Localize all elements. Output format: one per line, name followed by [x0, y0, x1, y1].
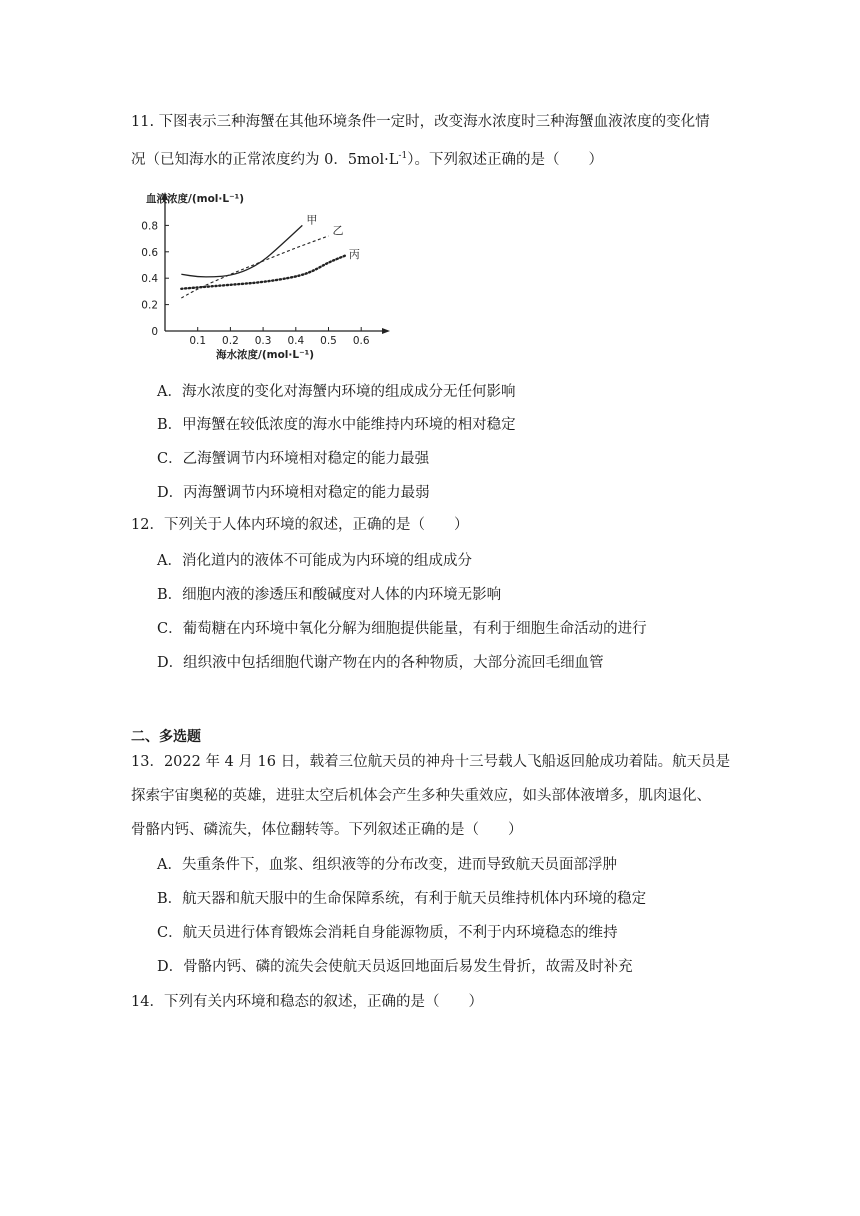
q13-option-d: D．骨骼内钙、磷的流失会使航天员返回地面后易发生骨折，故需及时补充 [157, 959, 633, 975]
q13-option-c: C．航天员进行体育锻炼会消耗自身能源物质，不利于内环境稳态的维持 [157, 925, 618, 941]
q13-stem-line3: 骨骼内钙、磷流失，体位翻转等。下列叙述正确的是（ ） [131, 822, 523, 838]
q13-option-b: B．航天器和航天服中的生命保障系统，有利于航天员维持机体内环境的稳定 [157, 891, 647, 907]
q14-stem: 14．下列有关内环境和稳态的叙述，正确的是（ ） [131, 994, 483, 1010]
q12-option-c: C．葡萄糖在内环境中氧化分解为细胞提供能量，有利于细胞生命活动的进行 [157, 621, 647, 637]
q13-stem-line2: 探索宇宙奥秘的英雄，进驻太空后机体会产生多种失重效应，如头部体液增多，肌肉退化、 [131, 788, 711, 804]
x-tick-label: 0.5 [320, 335, 337, 347]
section-heading-multiple-choice: 二、多选题 [131, 729, 201, 745]
q11-stem-line1: 11. 下图表示三种海蟹在其他环境条件一定时，改变海水浓度时三种海蟹血液浓度的变化情 [131, 114, 710, 130]
q11-option-d: D．丙海蟹调节内环境相对稳定的能力最弱 [157, 485, 430, 501]
q11-unit-superscript: -1 [398, 151, 408, 161]
y-tick-label: 0.2 [141, 299, 158, 312]
x-tick-label: 0.1 [189, 335, 207, 347]
series-label: 丙 [348, 247, 360, 261]
x-tick-label: 0.2 [222, 335, 239, 347]
q12-option-d: D．组织液中包括细胞代谢产物在内的各种物质，大部分流回毛细血管 [157, 655, 604, 671]
q11-option-c: C．乙海蟹调节内环境相对稳定的能力最强 [157, 451, 430, 467]
y-tick-label: 0.6 [141, 246, 158, 259]
q11-stem-line2-pre: 况（已知海水的正常浓度约为 0．5mol·L [131, 151, 399, 168]
q11-option-b: B．甲海蟹在较低浓度的海水中能维持内环境的相对稳定 [157, 417, 516, 433]
x-tick-label: 0.6 [352, 335, 370, 347]
series-label: 甲 [306, 213, 318, 227]
q11-chart [140, 185, 400, 365]
q12-stem: 12．下列关于人体内环境的叙述，正确的是（ ） [131, 517, 469, 533]
q12-option-a: A．消化道内的液体不可能成为内环境的组成成分 [157, 553, 472, 569]
q11-option-a: A．海水浓度的变化对海蟹内环境的组成成分无任何影响 [157, 384, 516, 400]
y-axis-label: 血液浓度/(mol·L⁻¹) [146, 193, 245, 205]
q12-option-b: B．细胞内液的渗透压和酸碱度对人体的内环境无影响 [157, 587, 502, 603]
x-axis-label: 海水浓度/(mol·L⁻¹) [216, 349, 315, 361]
q13-option-a: A．失重条件下，血浆、组织液等的分布改变，进而导致航天员面部浮肿 [157, 857, 617, 873]
q11-stem-line2 [131, 146, 603, 170]
y-tick-label: 0.8 [141, 220, 158, 233]
chart-axes [141, 192, 390, 361]
y-tick-label: 0.4 [141, 273, 158, 286]
series-label: 乙 [332, 223, 344, 237]
y-tick-label: 0 [151, 326, 158, 338]
x-tick-label: 0.3 [254, 335, 272, 347]
q11-stem-line2-post: ）。下列叙述正确的是（ ） [407, 151, 603, 168]
chart-series [181, 213, 360, 298]
series-line-dashed [181, 236, 328, 298]
q13-stem-line1: 13．2022 年 4 月 16 日，载着三位航天员的神舟十三号载人飞船返回舱成功着陆。航天员是 [131, 754, 731, 770]
x-tick-label: 0.4 [287, 335, 305, 347]
x-axis-arrow [382, 328, 390, 334]
